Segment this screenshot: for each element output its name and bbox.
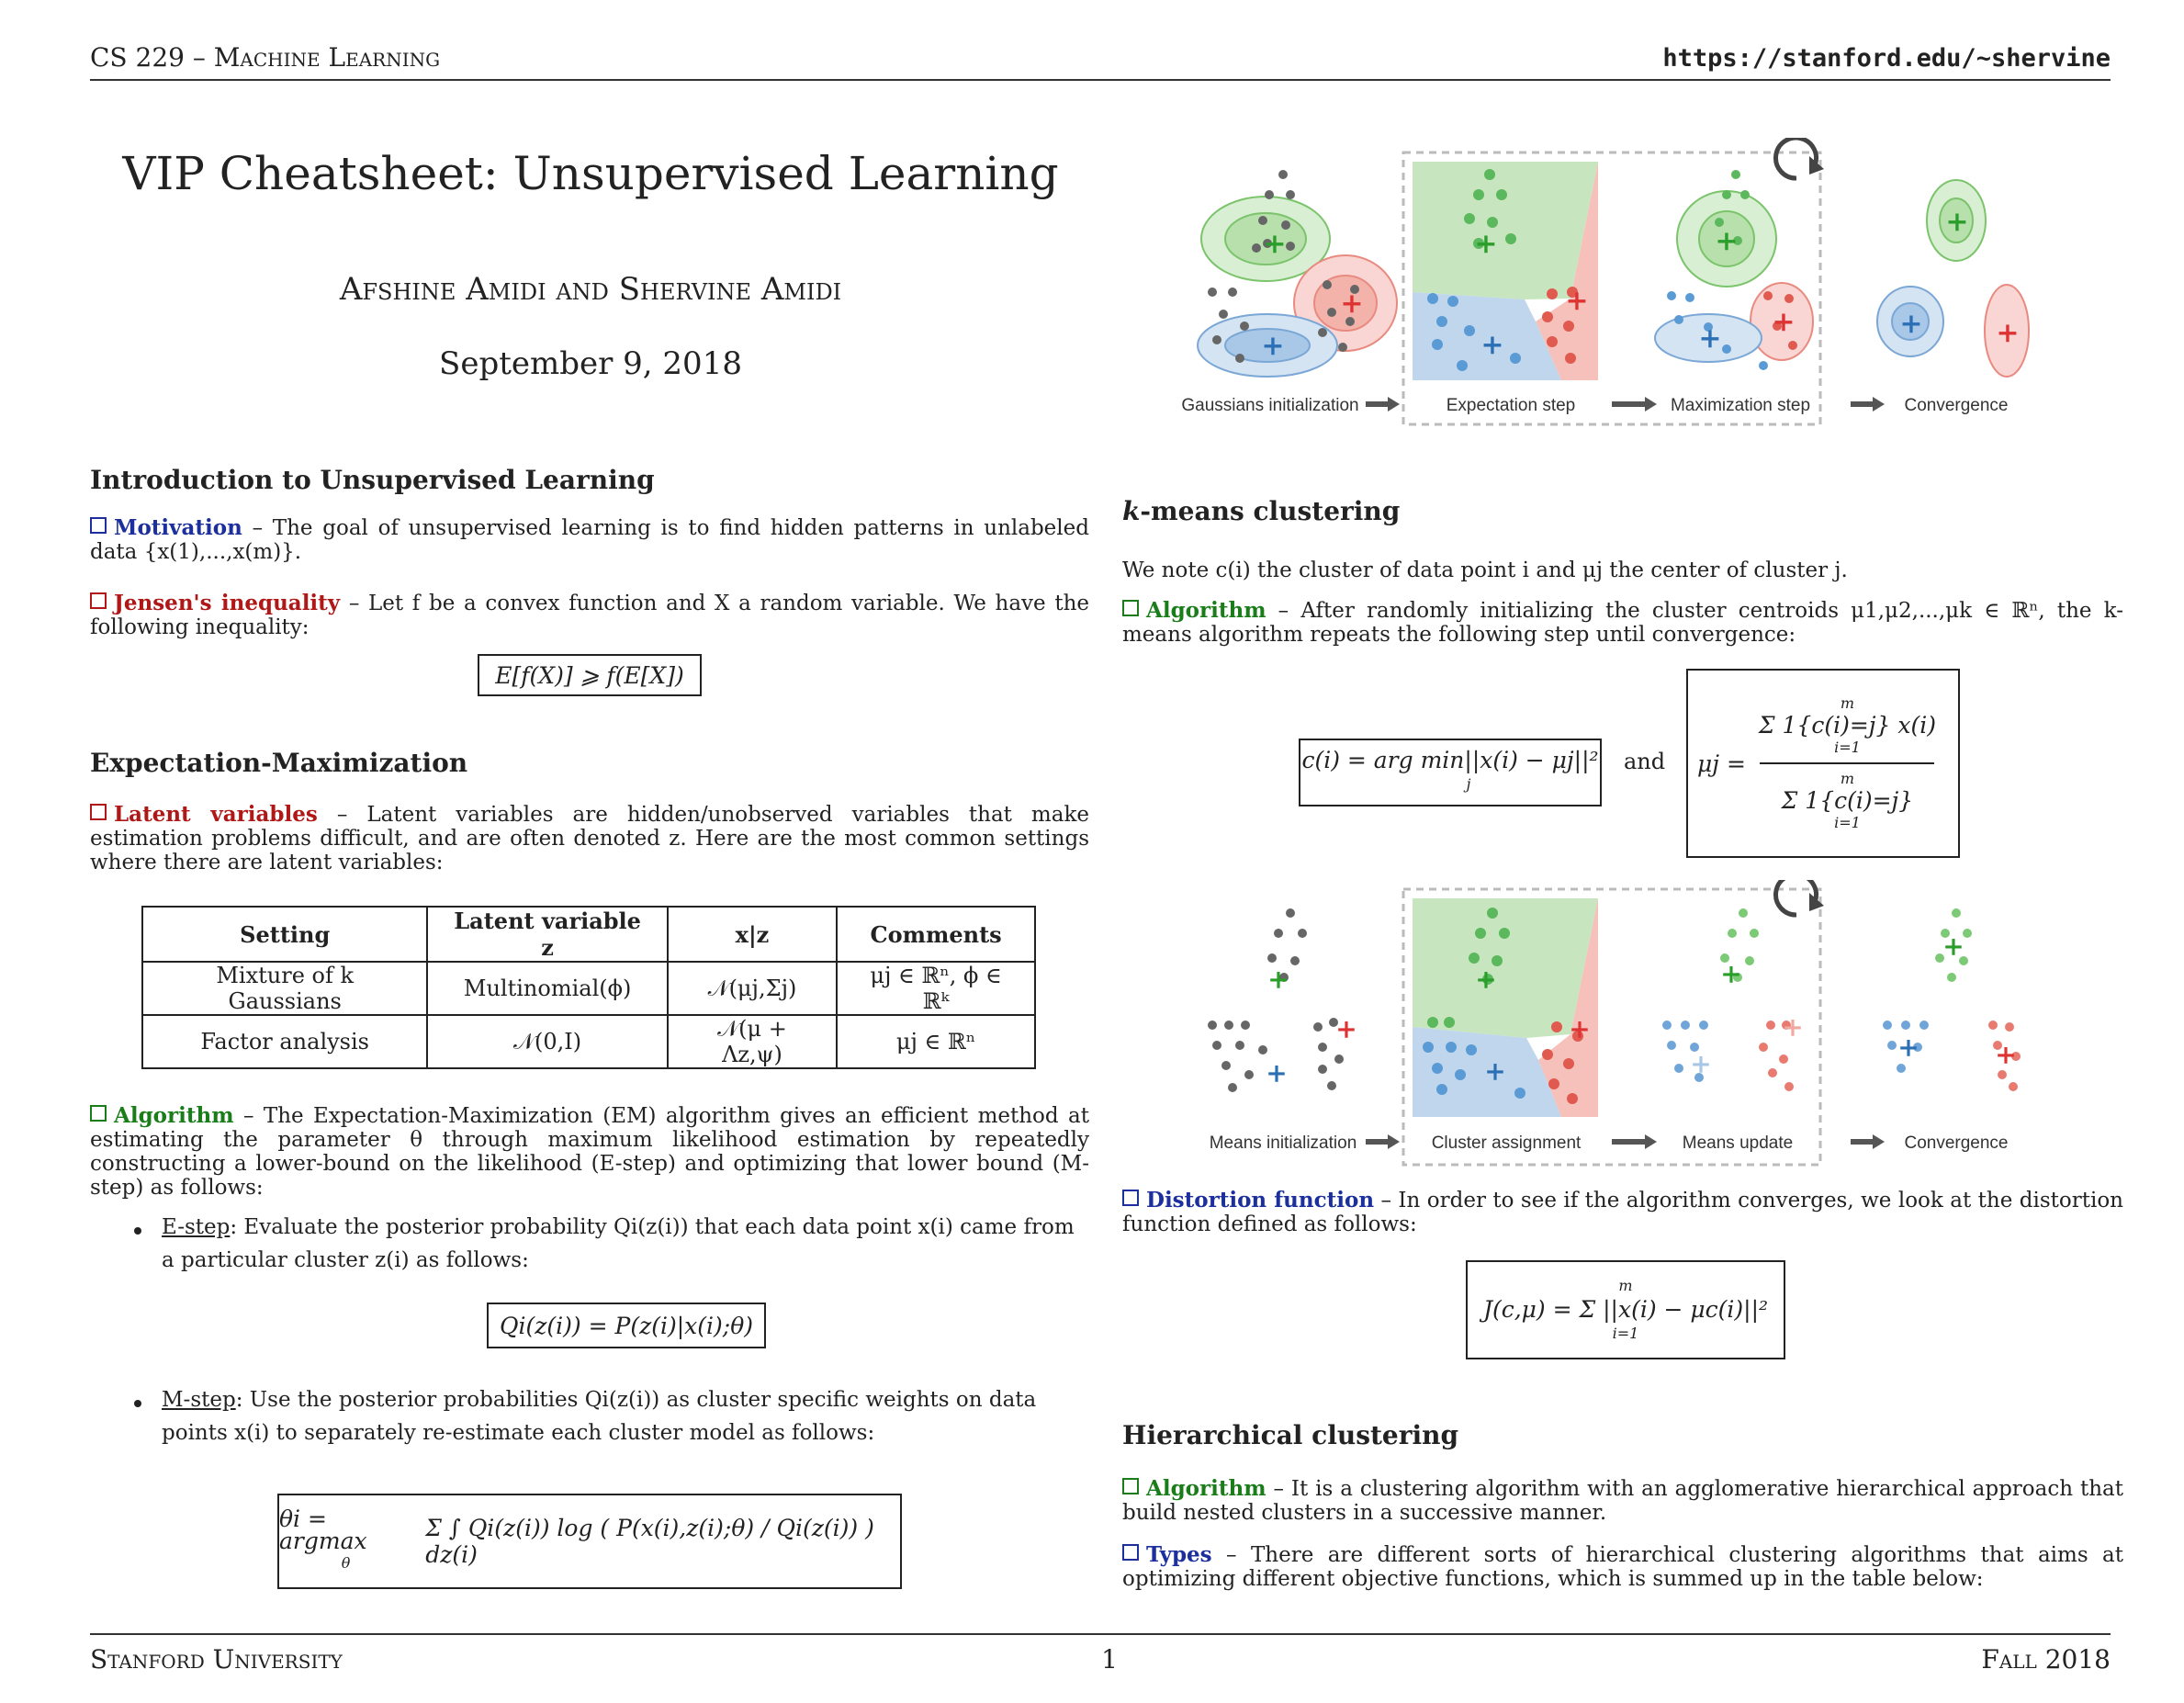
svg-text:+: + — [1569, 1014, 1591, 1044]
table-header-row — [142, 907, 1035, 962]
latent-paragraph — [90, 803, 1089, 874]
hier-heading: Hierarchical clustering — [1122, 1420, 1459, 1450]
den-sum-top: m — [1840, 770, 1855, 787]
em-figure — [1176, 138, 2039, 432]
kmeans-panel-convergence — [1883, 908, 2021, 1091]
hier-algorithm-term: Algorithm — [1122, 1476, 1266, 1501]
kmeans-panel-update — [1662, 880, 1824, 1091]
svg-text:+: + — [1480, 329, 1504, 361]
svg-text:+: + — [1720, 959, 1742, 989]
centroid-lhs: μj = — [1697, 750, 1746, 777]
header-course: CS 229 – Machine Learning — [90, 42, 441, 73]
and-text: and — [1624, 749, 1666, 774]
hier-types-term: Types — [1122, 1542, 1212, 1567]
em-panel-maximization — [1655, 138, 1824, 370]
svg-text:+: + — [1263, 228, 1287, 260]
svg-text:+: + — [1261, 330, 1285, 362]
kmeans-algorithm-text: – After randomly initializing the cluster centroids μ1,μ2,...,μk ∈ ℝⁿ, the k-means algorithm repeats the following step until convergence: — [1122, 599, 2123, 647]
mstep-sub: θ — [341, 1554, 351, 1572]
bullet-dot — [134, 1227, 141, 1235]
kmeans-heading: k-means clustering — [1122, 496, 1401, 526]
em-label-maximization: Maximization step — [1670, 396, 1811, 415]
footer-right: Fall 2018 — [1981, 1644, 2111, 1675]
svg-text:+: + — [1267, 964, 1289, 995]
mstep-rhs: Σ ∫ Qi(z(i)) log ( P(x(i),z(i);θ) / Qi(z(i)) ) dz(i) — [425, 1515, 874, 1568]
distortion-paragraph — [1122, 1189, 2123, 1236]
jensen-paragraph — [90, 592, 1089, 639]
distortion-text: – In order to see if the algorithm converges, we look at the distortion function defined as follows: — [1122, 1189, 2123, 1236]
em-algorithm-paragraph — [90, 1104, 1089, 1200]
centroid-denominator: Σ 1{c(i)=j} — [1781, 787, 1914, 814]
hier-types-text: – There are different sorts of hierarchical clustering algorithms that aims at optimizing different objective functions, which is summed up in the table below: — [1122, 1543, 2123, 1591]
latent-term: Latent variables — [90, 802, 318, 827]
kmeans-assign-sub: j — [1466, 775, 1471, 793]
estep-formula: Qi(z(i)) = P(z(i)|x(i);θ) — [487, 1303, 766, 1348]
svg-text:+: + — [1266, 1058, 1288, 1088]
table-cell: μj ∈ ℝⁿ, ϕ ∈ ℝᵏ — [837, 962, 1035, 1015]
table-row — [142, 1015, 1035, 1068]
kmeans-panel-assign — [1413, 898, 1598, 1117]
table-cell: Multinomial(ϕ) — [427, 962, 667, 1015]
svg-text:+: + — [1782, 1012, 1804, 1043]
date: September 9, 2018 — [439, 345, 742, 382]
table-row — [142, 962, 1035, 1015]
num-sum-bot: i=1 — [1834, 739, 1861, 756]
table-cell: Mixture of k Gaussians — [142, 962, 427, 1015]
mstep-text: : Use the posterior probabilities Qi(z(i)) as cluster specific weights on data points x(i) to separately re-estimate each cluster model as follows: — [162, 1388, 1037, 1445]
table-header: x|z — [668, 907, 837, 962]
intro-heading: Introduction to Unsupervised Learning — [90, 465, 655, 495]
table-header: Latent variable z — [427, 907, 667, 962]
kmeans-figure — [1176, 880, 2039, 1174]
table-header: Setting — [142, 907, 427, 962]
kmeans-label-assign: Cluster assignment — [1431, 1133, 1582, 1153]
svg-text:+: + — [1996, 317, 2020, 349]
motivation-text: – The goal of unsupervised learning is to find hidden patterns in unlabeled data {x(1),...,x(m)}. — [90, 516, 1089, 564]
den-sum-bot: i=1 — [1834, 814, 1861, 831]
kmeans-assign-formula — [1299, 739, 1602, 806]
fraction-bar — [1760, 762, 1934, 764]
table-cell: 𝒩(μ + Λz,ψ) — [668, 1015, 837, 1068]
mstep-bullet — [162, 1383, 1089, 1449]
em-label-expectation: Expectation step — [1446, 396, 1576, 415]
distortion-sum-bot: i=1 — [1612, 1325, 1639, 1342]
latent-text: – Latent variables are hidden/unobserved variables that make estimation problems difficult, and are often denoted z. Here are the most common settings where there are latent variables: — [90, 803, 1089, 874]
mstep-label: M-step — [162, 1388, 236, 1412]
kmeans-algorithm-term: Algorithm — [1122, 598, 1266, 623]
jensen-term: Jensen's inequality — [90, 591, 340, 615]
num-sum-top: m — [1840, 694, 1855, 712]
kmeans-algorithm-paragraph — [1122, 599, 2123, 647]
svg-text:+: + — [1715, 225, 1739, 257]
svg-text:+: + — [1340, 288, 1364, 320]
svg-text:+: + — [1772, 306, 1796, 338]
kmeans-label-convergence: Convergence — [1904, 1133, 2009, 1153]
distortion-term: Distortion function — [1122, 1188, 1374, 1212]
hier-types-paragraph — [1122, 1543, 2123, 1591]
svg-text:+: + — [1945, 206, 1969, 238]
em-heading: Expectation-Maximization — [90, 748, 468, 778]
svg-text:+: + — [1899, 308, 1923, 340]
svg-text:+: + — [1897, 1032, 1919, 1063]
footer-left: Stanford University — [90, 1644, 343, 1675]
table-cell: μj ∈ ℝⁿ — [837, 1015, 1035, 1068]
latent-table — [141, 906, 1036, 1069]
mstep-lhs: θi = argmax — [279, 1506, 367, 1554]
kmeans-note: We note c(i) the cluster of data point i and μj the center of cluster j. — [1122, 558, 1848, 582]
svg-text:+: + — [1475, 964, 1497, 995]
em-panel-init — [1198, 170, 1397, 377]
svg-text:+: + — [1690, 1049, 1712, 1079]
svg-text:+: + — [1474, 228, 1498, 260]
estep-label: E-step — [162, 1215, 231, 1239]
em-algorithm-text: – The Expectation-Maximization (EM) algorithm gives an efficient method at estimating the parameter θ through maximum likelihood estimation by repeatedly constructing a lower-bound on the likelihood (E-step) and optimizing that lower bound (M-step) as follows: — [90, 1104, 1089, 1200]
page-number: 1 — [1101, 1644, 1118, 1675]
estep-text: : Evaluate the posterior probability Qi(z(i)) that each data point x(i) came from a particular cluster z(i) as follows: — [162, 1215, 1075, 1272]
estep-bullet — [162, 1211, 1089, 1277]
motivation-term: Motivation — [90, 515, 242, 540]
svg-text:+: + — [1942, 931, 1964, 962]
hier-algorithm-text: – It is a clustering algorithm with an agglomerative hierarchical approach that build nested clusters in a successive manner. — [1122, 1477, 2123, 1525]
svg-text:+: + — [1995, 1040, 2017, 1070]
hier-algorithm-paragraph — [1122, 1477, 2123, 1525]
distortion-sum-top: m — [1618, 1277, 1633, 1294]
svg-text:+: + — [1698, 322, 1722, 355]
header-rule — [90, 79, 2111, 81]
motivation-paragraph — [90, 516, 1089, 564]
em-label-init: Gaussians initialization — [1181, 396, 1359, 415]
jensen-formula: E[f(X)] ⩾ f(E[X]) — [478, 654, 702, 696]
em-algorithm-term: Algorithm — [90, 1103, 234, 1128]
kmeans-label-update: Means update — [1682, 1133, 1794, 1153]
kmeans-heading-text: -means clustering — [1140, 496, 1401, 526]
page-title: VIP Cheatsheet: Unsupervised Learning — [122, 147, 1059, 200]
kmeans-assign-text: c(i) = arg min||x(i) − μj||² — [1301, 747, 1599, 773]
table-header: Comments — [837, 907, 1035, 962]
mstep-formula — [277, 1494, 902, 1589]
header-url[interactable]: https://stanford.edu/~shervine — [1662, 44, 2111, 73]
em-label-convergence: Convergence — [1904, 396, 2009, 415]
table-cell: Factor analysis — [142, 1015, 427, 1068]
distortion-formula — [1466, 1260, 1785, 1359]
footer-rule — [90, 1633, 2111, 1635]
svg-text:+: + — [1484, 1056, 1506, 1087]
centroid-numerator: Σ 1{c(i)=j} x(i) — [1758, 712, 1936, 739]
bullet-dot — [134, 1400, 141, 1407]
authors: Afshine Amidi and Shervine Amidi — [339, 271, 842, 308]
em-panel-expectation — [1413, 162, 1598, 380]
em-panel-convergence — [1877, 180, 2029, 377]
kmeans-centroid-formula — [1686, 669, 1960, 858]
table-cell: 𝒩(0,I) — [427, 1015, 667, 1068]
table-cell: 𝒩(μj,Σj) — [668, 962, 837, 1015]
svg-text:+: + — [1565, 285, 1589, 317]
distortion-text-formula: J(c,μ) = Σ ||x(i) − μc(i)||² — [1482, 1296, 1769, 1323]
jensen-text: – Let f be a convex function and X a random variable. We have the following inequality: — [90, 592, 1089, 639]
kmeans-label-init: Means initialization — [1209, 1133, 1357, 1153]
svg-text:+: + — [1335, 1014, 1357, 1044]
